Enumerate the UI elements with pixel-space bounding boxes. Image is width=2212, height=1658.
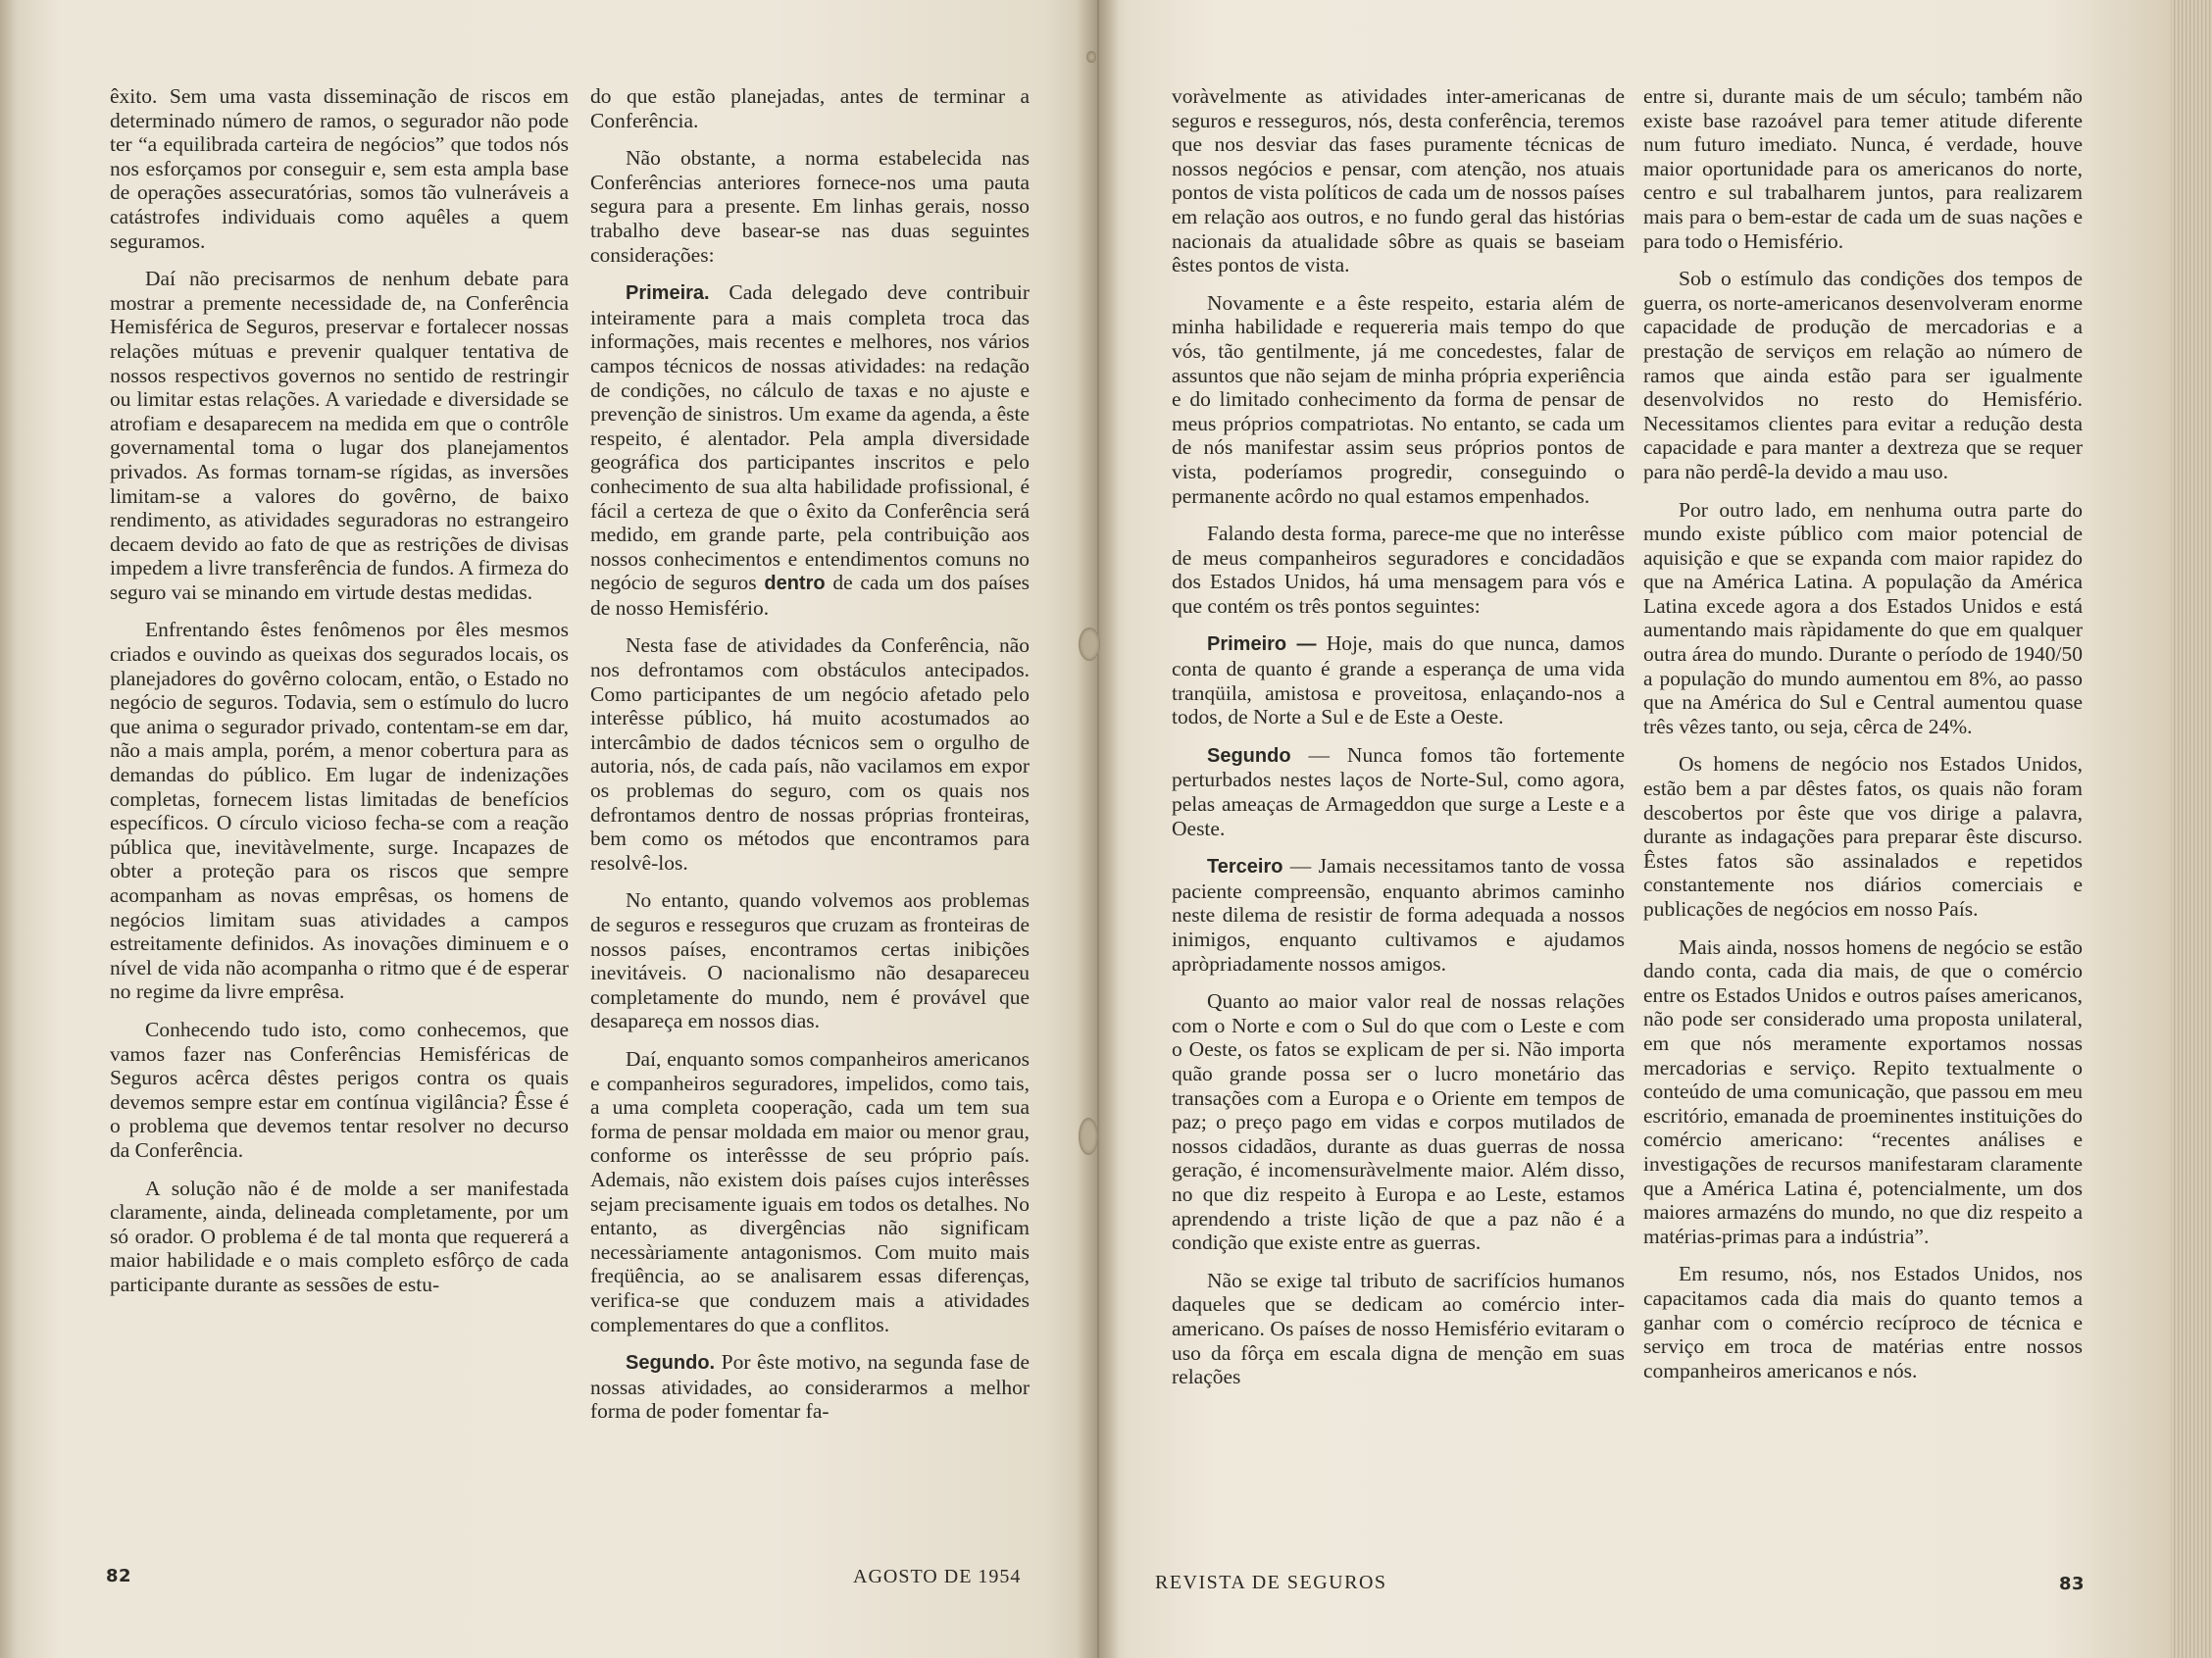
left-page-column-2: [590, 84, 1030, 1437]
paragraph: voràvelmente as atividades inter-americanas de seguros e resseguros, nós, desta conferência, teremos que nos desviar das fases puramente técnicas de nossos negócios e pensar, com atenção, nos atuais pontos de vista políticos de cada um de nossos países em relação aos outros, e no fundo geral das histórias nacionais da atualidade sôbre as quais se baseiam êstes pontos de vista.: [1172, 84, 1625, 277]
paragraph: A solução não é de molde a ser manifestada claramente, ainda, delineada completamente, por um só orador. O problema é de tal monta que requererá a maior habilidade e o mais completo esfôrço de cada participante durante as sessões de estu-: [110, 1176, 569, 1296]
paragraph: êxito. Sem uma vasta disseminação de riscos em determinado número de ramos, o segurador não pode ter “a equilibrada carteira de negócios” que todos nós nos esforçamos por conseguir e, sem esta ampla base de operações assecuratórias, somos tão vulneráveis a catástrofes individuais como aquêles a quem seguramos.: [110, 84, 569, 253]
binding-hole: [1079, 628, 1100, 661]
left-page: [0, 0, 1098, 1658]
binding-hole: [1086, 51, 1096, 63]
paragraph: [590, 280, 1030, 620]
right-page-column-2: [1643, 84, 2083, 1396]
paragraph: [1172, 854, 1625, 976]
issue-date: AGOSTO DE 1954: [853, 1566, 1022, 1587]
paragraph: Daí não precisarmos de nenhum debate para mostrar a premente necessidade de, na Conferência Hemisférica de Seguros, preservar e fortalecer nossas relações mútuas e prevenir qualquer tentativa de nossos respectivos governos no sentido de restringir ou limitar estas relações. A variedade e diversidade se atrofiam e desaparecem na medida em que o contrôle governamental toma o lugar dos planejamentos privados. As formas tornam-se rígidas, as inversões limitam-se a valores do govêrno, de baixo rendimento, as atividades seguradoras no estrangeiro decaem devido ao fato de que as restrições de divisas impedem a livre transferência de fundos. A firmeza do seguro vai se minando em virtude destas medidas.: [110, 267, 569, 604]
paragraph: Novamente e a êste respeito, estaria além de minha habilidade e requereria mais tempo do que vós, tão gentilmente, já me concedestes, falar de assuntos que não sejam de minha própria experiência e do limitado conhecimento da forma de pensar de meus próprios compatriotas. No entanto, se cada um de nós manifestar assim seus próprios pontos de vista, poderíamos progredir, conseguindo o permanente acôrdo no qual estamos empenhados.: [1172, 290, 1625, 508]
page-number-left: 82: [106, 1566, 132, 1586]
paragraph: Enfrentando êstes fenômenos por êles mesmos criados e ouvindo as queixas dos segurados locais, os planejadores do govêrno colocam, então, o Estado no negócio de seguros. Todavia, sem o estímulo do lucro que anima o segurador privado, contentam-se em dar, não a mais ampla, porém, a menor cobertura para as demandas do público. Em lugar de indenizações completas, fornecem listas limitadas de benefícios específicos. O círculo vicioso fecha-se com a reação pública que, inevitàvelmente, surge. Incapazes de obter a proteção para os riscos que sempre acompanham as novas emprêsas, os homens de negócios limitam suas atividades a campos estreitamente definidos. As inovações diminuem e o nível de vida não acompanha o ritmo que é de esperar no regime da livre emprêsa.: [110, 618, 569, 1004]
page-number-right: 83: [2059, 1574, 2086, 1594]
paragraph: Por outro lado, em nenhuma outra parte do mundo existe público com maior potencial de aquisição e que se expanda com maior rapidez do que na América Latina. A população da América Latina excede agora a dos Estados Unidos e está aumentando mais ràpidamente do que em qualquer outra área do mundo. Durante o período de 1940/50 a população do mundo aumentou em 8%, ao passo que na América do Sul e Central aumentou quase três vêzes tanto, ou seja, cêrca de 24%.: [1643, 497, 2083, 738]
paragraph: do que estão planejadas, antes de terminar a Conferência.: [590, 84, 1030, 132]
heading-segundo: Segundo.: [626, 1352, 716, 1375]
paragraph: entre si, durante mais de um século; também não existe base razoável para temer atitude diferente num futuro imediato. Nunca, é verdade, houve maior oportunidade para os americanos do norte, centro e sul trabalharem juntos, para realizarem mais para o bem-estar de cada um de suas nações e para todo o Hemisfério.: [1643, 84, 2083, 253]
paragraph-text: — Nunca fomos tão fortemente perturbados nestes laços de Norte-Sul, como agora, pelas ameaças de Armageddon que surge a Leste e a Oeste.: [1172, 742, 1625, 840]
right-page: [1098, 0, 2212, 1658]
paragraph: [590, 1350, 1030, 1424]
binding-hole: [1079, 1118, 1098, 1155]
paragraph: Os homens de negócio nos Estados Unidos, estão bem a par dêstes fatos, os quais não foram descobertos por êste que vos dirige a palavra, durante as indagações para preparar êste discurso. Êstes fatos são assinalados e repetidos constantemente nos diários comerciais e publicações de negócios em nosso País.: [1643, 752, 2083, 921]
paragraph-text: — Jamais necessitamos tanto de vossa paciente compreensão, enquanto abrimos caminho neste dilema de resistir de forma adequada a nossos inimigos, enquanto cultivamos e ajudamos apròpriadamente nossos amigos.: [1172, 854, 1625, 976]
paragraph-text: Por êste motivo, na segunda fase de nossas atividades, ao considerarmos a melhor forma de poder fomentar fa-: [590, 1350, 1030, 1424]
paragraph: Daí, enquanto somos companheiros americanos e companheiros seguradores, impelidos, como tais, a uma completa cooperação, cada um tem sua forma de pensar moldada em maior ou menor grau, conforme os interêssse de seu próprio país. Ademais, não existem dois países cujos interêsses sejam precisamente iguais em todos os detalhes. No entanto, as divergências não significam necessàriamente antagonismos. Com muito mais freqüência, ao se analisarem essas diferenças, verifica-se que conduzem mais a atividades complementares do que a conflitos.: [590, 1046, 1030, 1336]
page-edges: [2171, 0, 2212, 1658]
paragraph: Em resumo, nós, nos Estados Unidos, nos capacitamos cada dia mais do quanto temos a ganhar com o comércio recíproco de técnica e serviço em troca de matérias entre nossos companheiros americanos e nós.: [1643, 1262, 2083, 1382]
magazine-title: REVISTA DE SEGUROS: [1155, 1572, 1387, 1593]
left-page-column-1: [110, 84, 569, 1311]
paragraph: Falando desta forma, parece-me que no interêsse de meus companheiros seguradores e concidadãos dos Estados Unidos, há uma mensagem para vós e que contém os três pontos seguintes:: [1172, 522, 1625, 618]
paragraph-text: Hoje, mais do que nunca, damos conta de quanto é grande a esperança de uma vida tranqüila, amistosa e proveitosa, enlaçando-nos a todos, de Norte a Sul e de Este a Oeste.: [1172, 631, 1625, 729]
paragraph: Não se exige tal tributo de sacrifícios humanos daqueles que se dedicam ao comércio inter-americano. Os países de nosso Hemisfério evitaram o uso da fôrça em escala digna de menção em suas relações: [1172, 1268, 1625, 1389]
heading-terceiro: Terceiro: [1207, 856, 1283, 879]
emphasis-dentro: dentro: [764, 573, 826, 595]
paragraph: Nesta fase de atividades da Conferência, não nos defrontamos com obstáculos antecipados. Como participantes de um negócio afetado pelo interêsse público, há muito acostumados ao intercâmbio de dados técnicos sem o orgulho de autoria, nós, de cada país, não vacilamos em expor os problemas do seguro, com os quais nos defrontamos dentro de nossas próprias fronteiras, bem como os métodos que encontramos para resolvê-los.: [590, 633, 1030, 875]
heading-segundo: Segundo: [1207, 744, 1291, 767]
right-page-column-1: [1172, 84, 1625, 1403]
paragraph: Não obstante, a norma estabelecida nas Conferências anteriores fornece-nos uma pauta segura para a presente. Em linhas gerais, nosso trabalho deve basear-se nas duas seguintes considerações:: [590, 146, 1030, 267]
paragraph: [1172, 743, 1625, 840]
heading-primeiro: Primeiro —: [1207, 633, 1317, 656]
heading-primeira: Primeira.: [626, 282, 710, 305]
paragraph: Conhecendo tudo isto, como conhecemos, que vamos fazer nas Conferências Hemisféricas de Seguros acêrca dêstes perigos contra os quais devemos sempre estar em contínua vigilância? Êsse é o problema que devemos tentar resolver no decurso da Conferência.: [110, 1017, 569, 1162]
paragraph: Mais ainda, nossos homens de negócio se estão dando conta, cada dia mais, de que o comércio entre os Estados Unidos e outros países americanos, não pode ser considerado uma proposta unilateral, em que nós meramente exportamos nossas mercadorias e serviço. Repito textualmente o conteúdo de uma comunicação, que passou em meu escritório, emanada de proeminentes instituições do comércio americano: “recentes análises e investigações de recursos manifestaram claramente que a América Latina é, potencialmente, um dos maiores armazéns do mundo, no que diz respeito a matérias-primas para a indústria”.: [1643, 934, 2083, 1248]
paragraph: No entanto, quando volvemos aos problemas de seguros e resseguros que cruzam as fronteiras de nossos países, encontramos certas inibições inevitáveis. O nacionalismo não desapareceu completamente do mundo, nem é provável que desapareça em nossos dias.: [590, 888, 1030, 1033]
paragraph-text: Cada delegado deve contribuir inteiramente para a mais completa troca das informações, mais recentes e melhores, nos vários campos técnicos de nossas atividades: na redação de condições, no cálculo de taxas e no ajuste e prevenção de sinistros. Um exame da agenda, a êste respeito, é alentador. Pela ampla diversidade geográfica dos participantes inscritos e pelo conhecimento de sua alta habilidade profissional, é fácil a certeza de que o êxito da Conferência será medido, em grande parte, pela contribuição aos nossos conhecimentos e entendimentos comuns no negócio de seguros: [590, 280, 1030, 595]
paragraph: [1172, 631, 1625, 729]
book-gutter: [1077, 0, 1120, 1658]
paragraph-text: de cada um dos países de nosso Hemisfério.: [590, 571, 1030, 620]
paragraph: Quanto ao maior valor real de nossas relações com o Norte e com o Sul do que com o Leste e com o Oeste, os fatos se explicam de per si. Não importa quão grande possa ser o lucro monetário das transações com a Europa e o Oriente em tempos de paz; o preço pago em vidas e corpos mutilados de nossos cidadãos, durante as duas guerras de nossa geração, é incomensuràvelmente maior. Além disso, no que diz respeito à Europa e ao Leste, estamos aprendendo a triste lição de que a paz não é a condição que existe entre as guerras.: [1172, 989, 1625, 1255]
paragraph: Sob o estímulo das condições dos tempos de guerra, os norte-americanos desenvolveram enorme capacidade de produção de mercadorias e a prestação de serviços em relação ao número de ramos que ainda estão para ser igualmente desenvolvidos no resto do Hemisfério. Necessitamos clientes para evitar a redução desta capacidade e para manter a dextreza que se requer para não perdê-la devido a mau uso.: [1643, 267, 2083, 483]
